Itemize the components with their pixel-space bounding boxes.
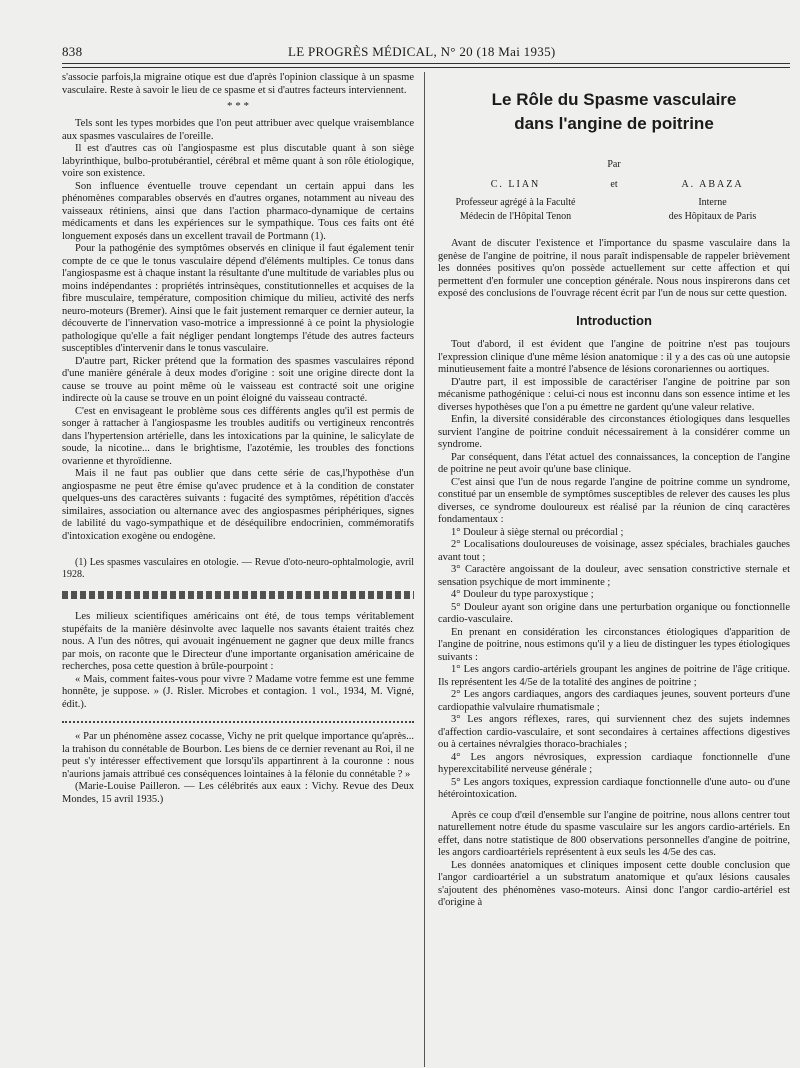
quotation: « Mais, comment faites-vous pour vivre ? Madame votre femme est une femme honnête, je suppose. » (J. Risler. Microbes et contagion. 1 vol., 1934, M. Vigné, édit.). <box>62 673 414 710</box>
list-item: 2° Localisations douloureuses de voisinage, assez spéciales, brachiales gauches avant tout ; <box>438 539 790 563</box>
list-item: 1° Douleur à siège sternal ou précordial ; <box>451 526 624 538</box>
paragraph: Tout d'abord, il est évident que l'angine de poitrine n'est pas toujours l'expression clinique d'une même lésion anatomique : il y a des cas où une autopsie minutieusement faite a montré l'absence de lésions coronariennes ou aortiques. <box>438 339 790 375</box>
author-abaza <box>635 178 790 224</box>
abstract: Avant de discuter l'existence et l'importance du spasme vasculaire dans la genèse de l'angine de poitrine, il nous paraît indispensable de rappeler brièvement les données positives qu'on possède actuellement sur cette affection et qui permettent d'en formuler une conception générale. Nous nous inspirerons dans cet exposé des conclusions de l'ouvrage récent écrit par l'un de nous sur cette question. <box>438 238 790 299</box>
author-name: C. LIAN <box>490 179 541 190</box>
column-divider <box>424 72 425 1067</box>
citation: (Marie-Louise Pailleron. — Les célébrités aux eaux : Vichy. Revue des Deux Mondes, 15 avril 1935.) <box>62 781 414 805</box>
list-item: 5° Douleur ayant son origine dans une perturbation organique ou fonctionnelle cardio-vasculaire. <box>438 601 790 625</box>
spacer <box>438 802 790 810</box>
paragraph: Les milieux scientifiques américains ont été, de tous temps véritablement stupéfaits de la manière désinvolte avec laquelle nos savants étaient traités chez nous. A l'un des nôtres, qui avouait ingénuement ne gagner que deux mille francs par mois, on raconte que le Directeur d'une importante organisation américaine de recherches, posa cette question à brûle-pourpoint : <box>62 611 414 672</box>
paragraph: Après ce coup d'œil d'ensemble sur l'angine de poitrine, nous allons centrer tout naturellement notre étude du spasme vasculaire sur les angors cardio-artériels. En effet, dans notre statistique de 800 observations personnelles d'angine de poitrine, les angors cardioartériels représentent à eux seuls les 4/5e des cas. <box>438 809 790 858</box>
paragraph: En prenant en considération les circonstances étiologiques d'apparition de l'angine de poitrine, nous estimons qu'il y a lieu de distinguer les types étiologiques suivants : <box>438 626 790 663</box>
journal-title: LE PROGRÈS MÉDICAL, N° 20 (18 Mai 1935) <box>288 44 556 59</box>
list-item: 1° Les angors cardio-artériels groupant les angines de poitrine de l'âge critique. Ils représentent les 4/5e de la totalité des angines de poitrine ; <box>438 664 790 688</box>
paragraph: D'autre part, Ricker prétend que la formation des spasmes vasculaires répond d'une manière générale à deux modes d'origine : soit une origine directe dont la cause se trouve au point même où le vaisseau est contracté soit une origine indirecte où la cause se trouve en un point éloigné du vaisseau contracté. <box>62 355 414 404</box>
paragraph: Pour la pathogénie des symptômes observés en clinique il faut également tenir compte de ce que le tonus vasculaire dépend d'éléments multiples. Ce tonus dans l'angiospasme est à chaque instant la résultante d'une multitude de variables plus ou moins indépendantes : propriétés intrinsèques, constitutionnelles et acquises de la fibre musculaire, température, composition chimique du milieu, activité des nerfs neuro-moteurs (Bremer). Ainsi que le fait justement remarquer ce dernier auteur, la découverte de l'innervation vaso-motrice a impressionné à ce point la physiologie pathologique qu'elle a fait négliger pendant longtemps l'étude des autres facteurs susceptibles d'intervenir dans le tonus vasculaire. <box>62 243 414 354</box>
author-lian <box>438 178 593 224</box>
right-column <box>438 88 790 910</box>
author-name: A. ABAZA <box>681 179 744 190</box>
paragraph: C'est ainsi que l'un de nous regarde l'angine de poitrine comme un syndrome, constitué par un ensemble de symptômes susceptibles de relever des causes les plus diverses, ce syndrome douloureux est réalisé par la réunion de cinq caractères fondamentaux : <box>438 476 790 525</box>
list-item: 3° Caractère angoissant de la douleur, avec sensation constrictive sternale et sensation psychique de mort imminente ; <box>438 564 790 588</box>
paragraph: Par conséquent, dans l'état actuel des connaissances, la conception de l'angine de poitrine ne peut avoir qu'une base clinique. <box>438 451 790 475</box>
ornamental-divider <box>62 591 414 599</box>
paragraph: Tels sont les types morbides que l'on peut attribuer avec quelque vraisemblance aux spasmes vasculaires de l'oreille. <box>62 118 414 142</box>
characteristics-list <box>438 527 790 627</box>
list-item: 4° Douleur du type paroxystique ; <box>451 589 594 600</box>
and-label: et <box>610 179 618 190</box>
author-role: Interne <box>698 197 727 208</box>
list-item: 3° Les angors réflexes, rares, qui surviennent chez des sujets indemnes d'affection cardio-vasculaire, et sont secondaires à certaines affections digestives ou à certaines névralgies thoraco-brachiales ; <box>438 714 790 750</box>
paragraph: Les données anatomiques et cliniques imposent cette double conclusion que l'angor cardioartériel a un substratum anatomique et qu'aux lésions causales s'ajoutent des phénomènes vaso-moteurs. Ainsi donc l'angor cardio-artériel est d'origine à <box>438 859 790 908</box>
paragraph: Il est d'autres cas où l'angiospasme est plus discutable quant à son siège labyrinthique, bulbo-protubérantiel, cérébral et même quant à son rôle étiologique, voire son existence. <box>62 143 414 179</box>
footnote: (1) Les spasmes vasculaires en otologie. — Revue d'oto-neuro-ophtalmologie, avril 1928. <box>62 557 414 580</box>
header-rule <box>62 63 790 68</box>
running-header <box>62 44 790 64</box>
divider <box>62 721 414 723</box>
author-role: Professeur agrégé à la Faculté <box>455 197 576 208</box>
paragraph: Enfin, la diversité considérable des circonstances étiologiques dans lesquelles survient l'angine de poitrine conduit nécessairement à la considérer comme un syndrome. <box>438 414 790 450</box>
paragraph: C'est en envisageant le problème sous ces différents angles qu'il est permis de songer à rattacher à l'angiospasme les troubles auditifs ou vertigineux rencontrés dans l'hypertension artérielle, dans les intoxications par la quinine, le salicylate de soude, la nicotine... dans le brightisme, l'azotémie, les troubles des fonctions ovarienne et thyroïdienne. <box>62 405 414 467</box>
article-title-line: dans l'angine de poitrine <box>514 114 714 133</box>
etiology-list <box>438 664 790 802</box>
asterism: * * * <box>227 100 249 112</box>
left-column <box>62 72 414 806</box>
paragraph: Mais il ne faut pas oublier que dans cette série de cas,l'hypothèse d'un angiospasme ne peut être émise qu'avec prudence et à la condition de constater quelques-uns des caractères suivants : fugacité des symptômes, répétition d'accès similaires, association ou alternance avec des angiospasmes périphériques, signes de labilité du vago-sympathique et de déséquilibre endocrinien, commémoratifs d'intoxication exogène ou endogène. <box>62 468 414 542</box>
article-title <box>438 88 790 136</box>
section-heading: Introduction <box>576 312 652 328</box>
article-title-line: Le Rôle du Spasme vasculaire <box>491 90 737 109</box>
author-block <box>438 158 790 238</box>
list-item: 4° Les angors névrosiques, expression cardiaque fonctionnelle d'une hyperexcitabilité nerveuse générale ; <box>438 751 790 775</box>
paragraph: D'autre part, il est impossible de caractériser l'angine de poitrine par son mécanisme pathogénique : celui-ci nous est inconnu dans son essence intime et les diverses hypothèses que l'on a pu émettre ne gardent qu'une valeur relative. <box>438 376 790 413</box>
author-role: Médecin de l'Hôpital Tenon <box>459 211 572 222</box>
paragraph: Son influence éventuelle trouve cependant un certain appui dans les phénomènes comparables observés en d'autres organes, notamment au niveau des vaisseaux rétiniens, ainsi que dans l'action pharmaco-dynamique de certains médicaments et dans les expériences sur le sympathique. Tous ces faits ont été longuement exposés dans un excellent travail de Portmann (1). <box>62 180 414 242</box>
page-number: 838 <box>62 44 83 59</box>
author-role: des Hôpitaux de Paris <box>668 211 757 222</box>
list-item: 5° Les angors toxiques, expression cardiaque fonctionnelle d'une auto- ou d'une hétérointoxication. <box>438 776 790 800</box>
paragraph: s'associe parfois,la migraine otique est due d'après l'opinion classique à un spasme vasculaire. Reste à savoir le lieu de ce spasme et si d'autres facteurs interviennent. <box>62 72 414 96</box>
quotation: « Par un phénomène assez cocasse, Vichy ne prit quelque importance qu'après... la trahison du connétable de Bourbon. Les biens de ce dernier revenant au Roi, il ne peut s'y intéresser effectivement que lorsqu'ils appartinrent à la couronne : nous n'aurions jamais attribué ces conséquences lointaines à la félonie du connétable ? » <box>62 731 414 780</box>
list-item: 2° Les angors cardiaques, angors des cardiaques jeunes, souvent porteurs d'une cardiopathie valvulaire rhumatismale ; <box>438 689 790 713</box>
by-label: Par <box>607 159 621 170</box>
